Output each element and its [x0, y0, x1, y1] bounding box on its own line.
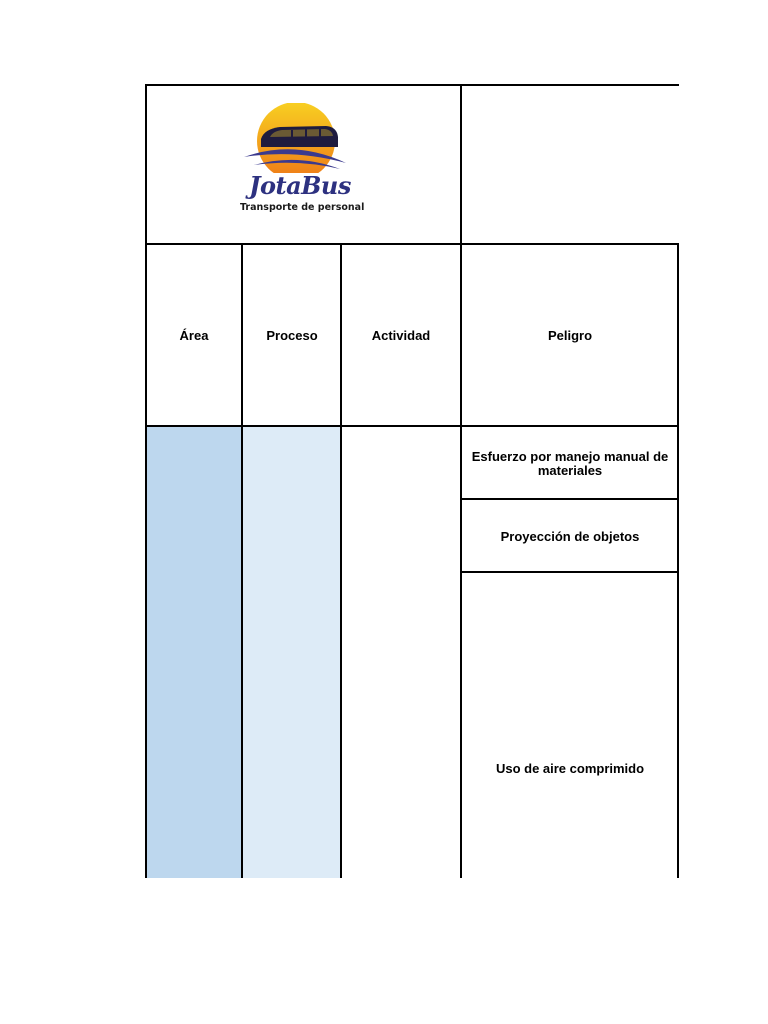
grid-line-right — [677, 243, 679, 878]
grid-line-proceso-actividad — [340, 243, 342, 878]
proceso-column-fill — [243, 427, 341, 878]
grid-line-area-proceso — [241, 243, 243, 878]
header-proceso — [243, 245, 341, 426]
header-area-label: Área — [179, 327, 209, 343]
header-actividad-label: Actividad — [371, 327, 431, 343]
bus-sun-icon — [240, 103, 360, 173]
peligro-text-1: Esfuerzo por manejo manual de materiales — [471, 448, 669, 478]
header-area — [146, 245, 242, 426]
grid-line-left — [145, 84, 147, 878]
grid-line-row2 — [460, 571, 679, 573]
header-peligro-label: Peligro — [547, 327, 593, 343]
header-proceso-label: Proceso — [266, 327, 318, 343]
header-peligro — [462, 245, 678, 426]
logo-title: JotaBus — [249, 171, 351, 200]
grid-line-actividad-peligro — [460, 84, 462, 878]
grid-line-top — [145, 84, 679, 86]
peligro-cell-3 — [462, 574, 678, 964]
grid-line-header-bottom — [145, 425, 679, 427]
grid-line-row1 — [460, 498, 679, 500]
peligro-text-3: Uso de aire comprimido — [495, 761, 645, 777]
peligro-cell-2 — [462, 501, 678, 572]
company-logo — [240, 103, 365, 215]
grid-line-header-top — [145, 243, 679, 245]
logo-tagline: Transporte de personal — [240, 202, 365, 213]
header-actividad — [342, 245, 460, 426]
peligro-cell-1 — [462, 428, 678, 499]
area-column-fill — [146, 427, 242, 878]
peligro-text-2: Proyección de objetos — [500, 528, 640, 544]
